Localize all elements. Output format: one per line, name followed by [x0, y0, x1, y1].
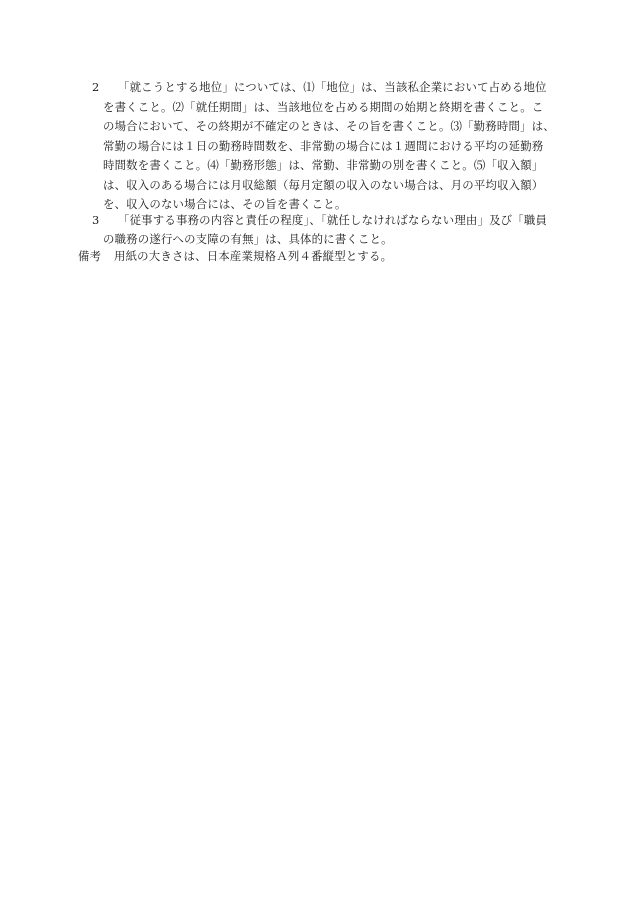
- remark-label: 備考: [78, 249, 102, 263]
- item-2-line-6: は、収入のある場合には月収総額（毎月定額の収入のない場合は、月の平均収入額）: [103, 178, 544, 192]
- item-2-line-4: 常勤の場合には１日の勤務時間数を、非常勤の場合には１週間における平均の延勤務: [103, 139, 544, 153]
- item-2-line-2: を書くこと。⑵「就任期間」は、当該地位を占める期間の始期と終期を書くこと。こ: [103, 100, 544, 114]
- item-3-line-1: 「従事する事務の内容と責任の程度」、「就任しなければならない理由」及び「職員: [118, 213, 548, 227]
- item-2-line-1: 「就こうとする地位」については、⑴「地位」は、当該私企業において占める地位: [118, 80, 547, 94]
- item-3-number: 3: [92, 213, 100, 227]
- item-2-number: 2: [92, 80, 100, 94]
- item-3-line-2: の職務の遂行への支障の有無」は、具体的に書くこと。: [103, 232, 393, 246]
- item-2-line-5: 時間数を書くこと。⑷「勤務形態」は、常勤、非常勤の別を書くこと。⑸「収入額」: [103, 158, 544, 172]
- item-2-line-7: を、収入のない場合には、その旨を書くこと。: [103, 197, 347, 211]
- item-2-line-3: の場合において、その終期が不確定のときは、その旨を書くこと。⑶「勤務時間」は、: [103, 119, 555, 133]
- remark-text: 用紙の大きさは、日本産業規格Ａ列４番縦型とする。: [114, 249, 393, 263]
